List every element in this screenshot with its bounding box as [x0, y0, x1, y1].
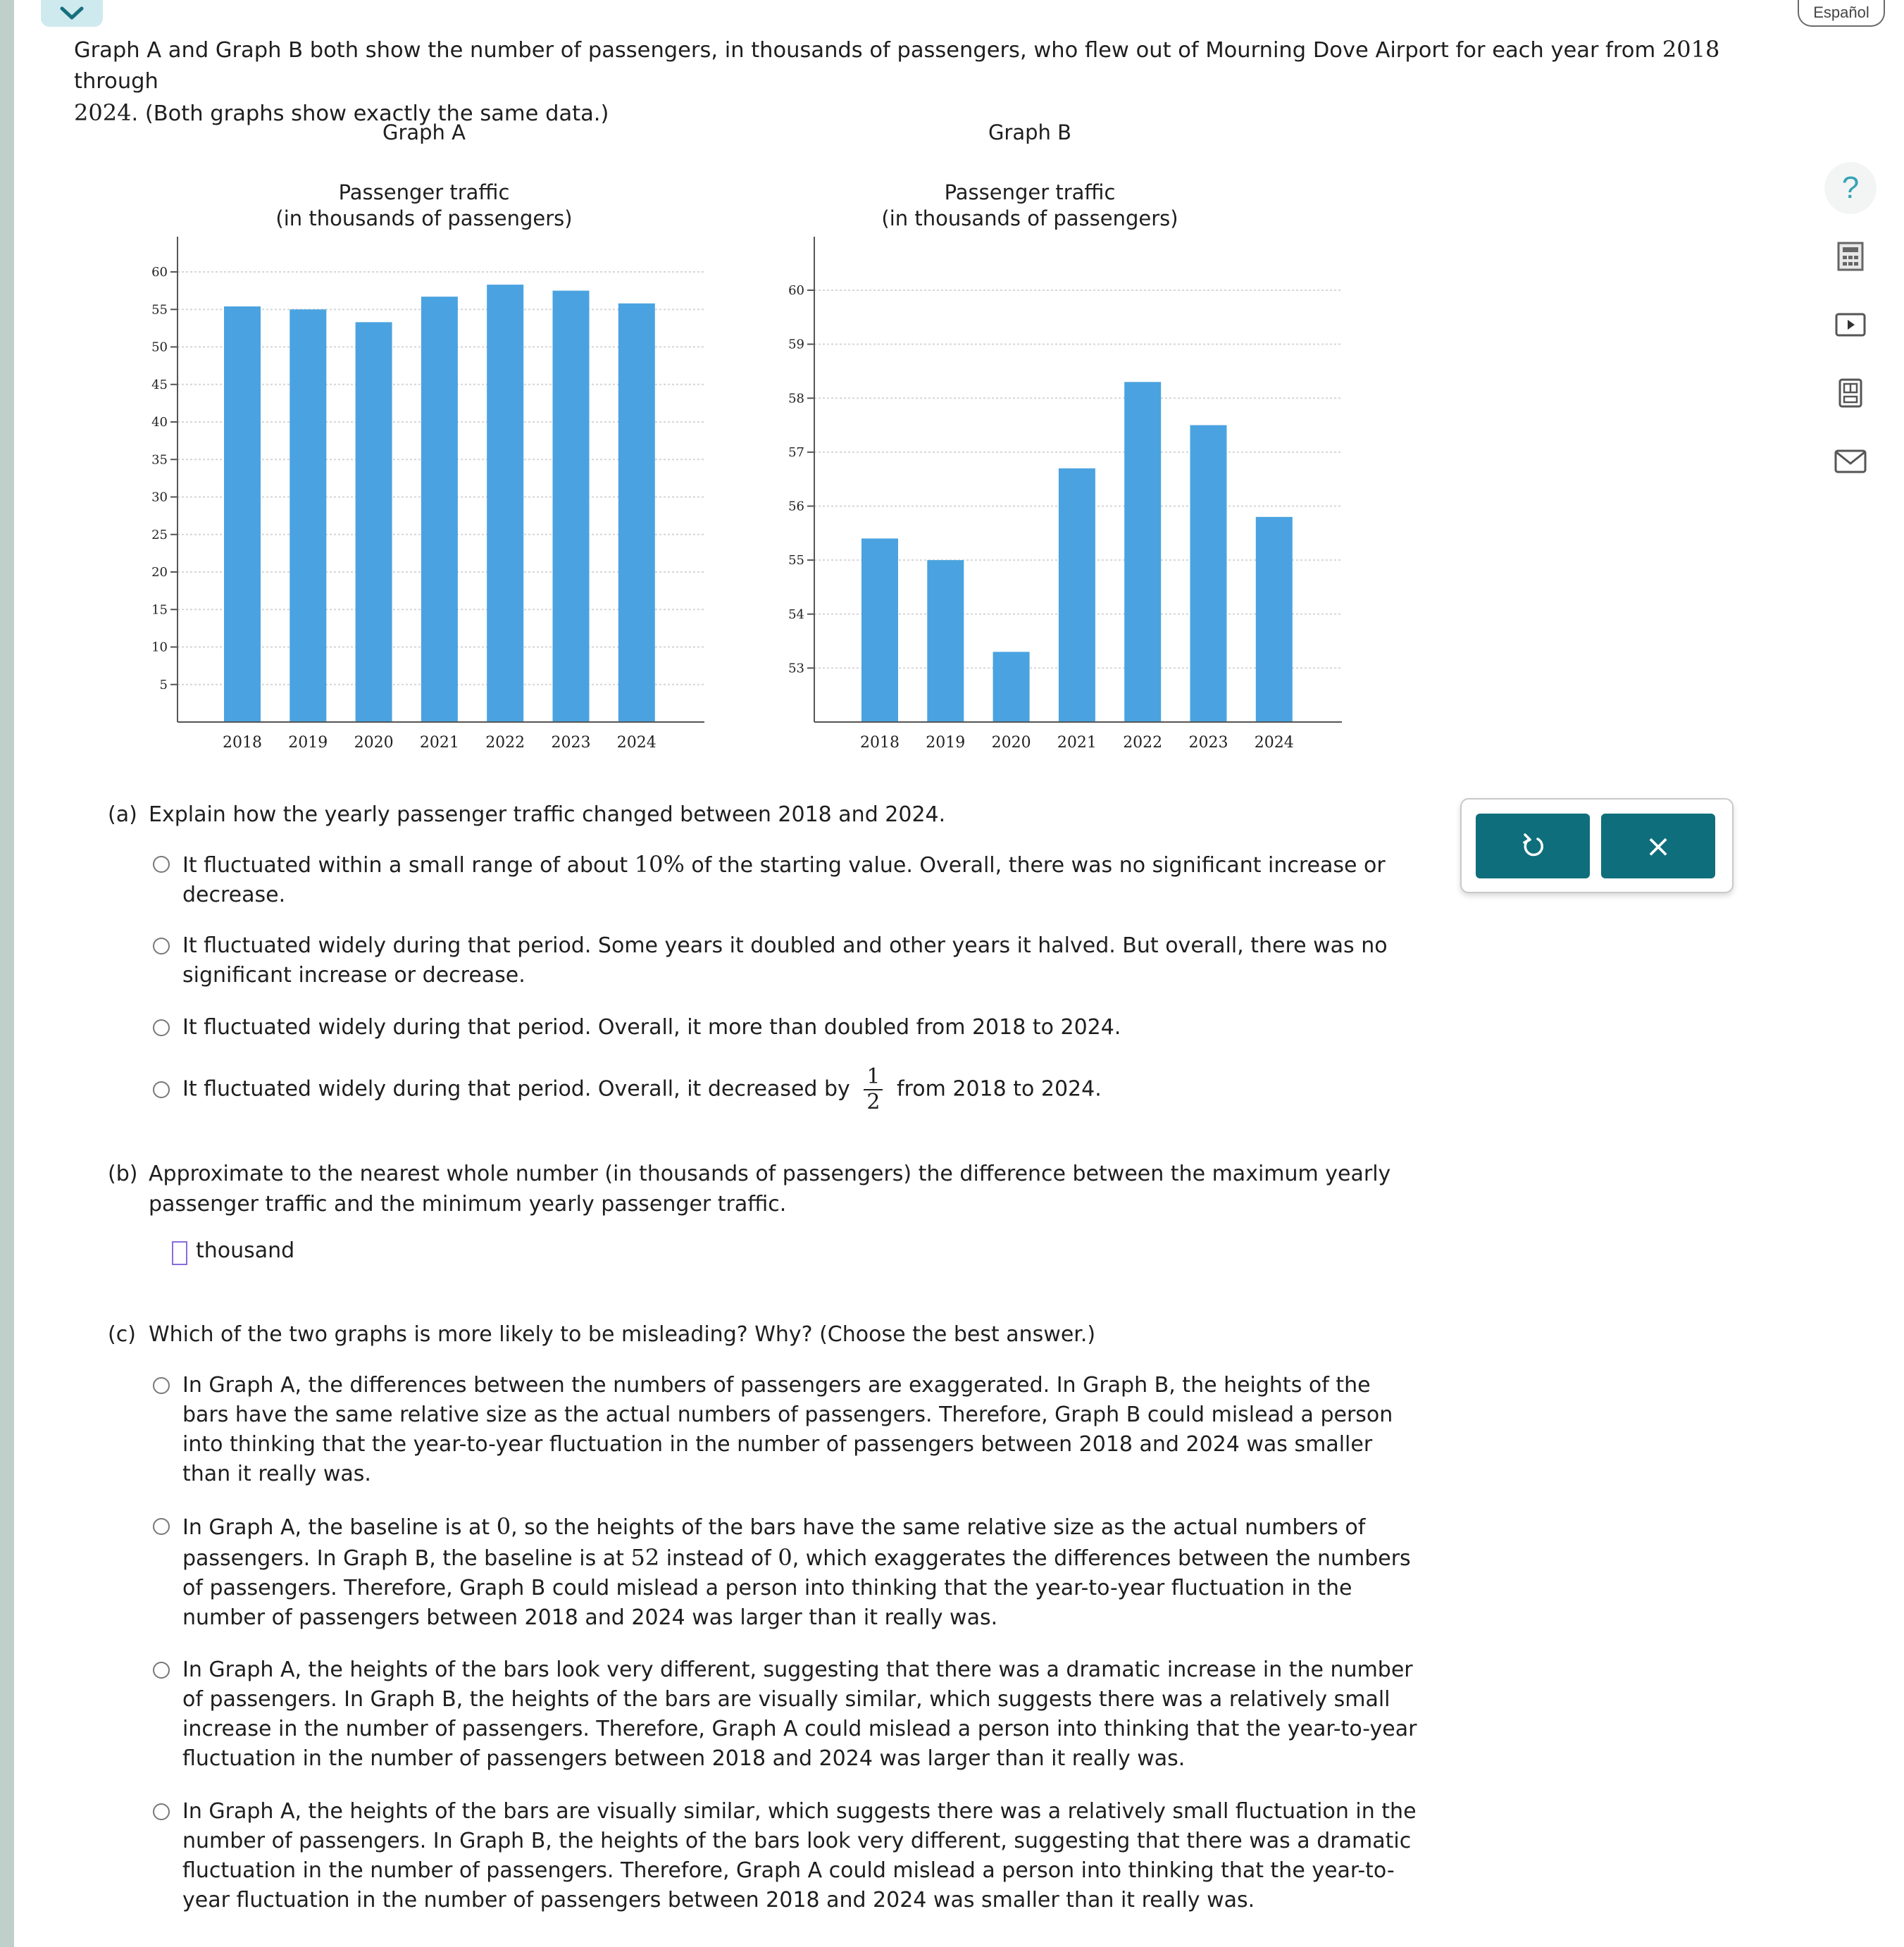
- graph-b-title-line1: Passenger traffic: [944, 180, 1116, 204]
- part-c-question: [108, 1319, 1446, 1350]
- option-text-a: It fluctuated within a small range of about: [182, 853, 635, 878]
- option-math-2: 52: [630, 1544, 660, 1571]
- y-tick-label: 15: [151, 602, 168, 618]
- part-a-label: (a): [108, 802, 137, 827]
- part-b-question: [108, 1159, 1446, 1219]
- radio-button[interactable]: [153, 1019, 170, 1036]
- graph-a-title-line1: Passenger traffic: [338, 180, 510, 204]
- part-c-option-2[interactable]: [153, 1512, 1422, 1633]
- part-c-option-1[interactable]: [153, 1371, 1422, 1489]
- answer-tools: [1460, 798, 1734, 893]
- side-toolbar: [1824, 162, 1881, 504]
- part-a-option-2[interactable]: [153, 931, 1422, 990]
- option-text: It fluctuated widely during that period. Overall, it more than doubled from 2018 to 2024.: [182, 1015, 1121, 1040]
- radio-button[interactable]: [153, 1803, 170, 1820]
- x-tick-label: 2020: [354, 734, 394, 752]
- graph-a-title-line2: (in thousands of passengers): [275, 206, 573, 230]
- radio-button[interactable]: [153, 856, 170, 873]
- prompt-year-start: 2018: [1662, 36, 1720, 63]
- part-a-option-3[interactable]: [153, 1013, 1422, 1043]
- x-tick-label: 2023: [1188, 734, 1228, 752]
- y-tick-label: 50: [151, 340, 168, 355]
- prompt-text-2: through: [74, 69, 158, 94]
- y-tick-label: 45: [151, 377, 168, 392]
- y-tick-label: 35: [151, 452, 168, 468]
- option-text: In Graph A, the differences between the numbers of passengers are exaggerated. In Graph B, the heights of the bars have the same relative size as the actual numbers of passengers. Therefore, Graph B could mislead a person into thinking that the year-to-year fluctuation in the number of passengers between 2018 and 2024 was smaller than it really was.: [182, 1373, 1393, 1486]
- option-text: In Graph A, the heights of the bars look very different, suggesting that there was a dramatic increase in the number of passengers. In Graph B, the heights of the bars are visually similar, which suggests there was a relatively small increase in the number of passengers. Therefore, Graph A could mislead a person into thinking that the year-to-year fluctuation in the number of passengers between 2018 and 2024 was larger than it really was.: [182, 1657, 1417, 1771]
- option-text-b: of the starting value. Overall, there was no significant increase or decrease.: [182, 853, 1386, 907]
- y-tick-label: 60: [151, 265, 168, 280]
- option-text: In Graph A, the heights of the bars are visually similar, which suggests there was a relatively small fluctuation in the number of passengers. In Graph B, the heights of the bars look very different, suggesting that there was a dramatic fluctuation in the number of passengers. Therefore, Graph A could mislead a person into thinking that the year-to-year fluctuation in the number of passengers between 2018 and 2024 was smaller than it really was.: [182, 1799, 1417, 1912]
- x-tick-label: 2022: [485, 734, 525, 752]
- x-tick-label: 2023: [551, 734, 591, 752]
- option-text: [182, 850, 1422, 910]
- bar-2020: [993, 652, 1030, 722]
- bar-2024: [1256, 517, 1293, 722]
- bar-2023: [1190, 425, 1227, 722]
- part-a-question: [108, 800, 1446, 830]
- graph-b-chart: [0, 0, 1409, 775]
- answer-input[interactable]: [172, 1241, 187, 1265]
- calculator-icon[interactable]: [1824, 230, 1877, 282]
- x-tick-label: 2018: [223, 734, 262, 752]
- option-text-a: In Graph A, the baseline is at: [182, 1515, 497, 1540]
- option-text: [182, 1512, 1422, 1633]
- radio-button[interactable]: [153, 1377, 170, 1394]
- part-b-text: Approximate to the nearest whole number (in thousands of passengers) the difference between the maximum yearly passenger traffic and the minimum yearly passenger traffic.: [149, 1162, 1391, 1217]
- part-a-text: Explain how the yearly passenger traffic changed between 2018 and 2024.: [149, 802, 946, 827]
- part-a-option-4[interactable]: [153, 1065, 1422, 1114]
- x-tick-label: 2018: [860, 734, 900, 752]
- clear-button[interactable]: ×: [1601, 814, 1715, 878]
- language-button[interactable]: Español: [1798, 0, 1885, 27]
- x-tick-label: 2019: [288, 734, 328, 752]
- part-a-option-1[interactable]: [153, 850, 1422, 910]
- y-tick-label: 60: [788, 283, 804, 298]
- keypad-glyph: [1838, 378, 1863, 409]
- part-b-label: (b): [108, 1162, 138, 1186]
- x-tick-label: 2021: [1057, 734, 1097, 752]
- radio-button[interactable]: [153, 938, 170, 954]
- y-tick-label: 25: [151, 527, 168, 542]
- graph-a-label: Graph A: [382, 120, 466, 144]
- x-tick-label: 2019: [926, 734, 966, 752]
- y-tick-label: 54: [788, 607, 804, 622]
- y-tick-label: 56: [788, 499, 804, 514]
- y-tick-label: 55: [788, 553, 804, 568]
- answer-unit: thousand: [196, 1238, 295, 1263]
- prompt-text: Graph A and Graph B both show the number of passengers, in thousands of passengers, who flew out of Mourning Dove Airport for each year from: [74, 38, 1662, 63]
- y-tick-label: 40: [151, 415, 168, 430]
- y-tick-label: 59: [788, 337, 804, 352]
- bar-2022: [1124, 382, 1161, 722]
- radio-button[interactable]: [153, 1518, 170, 1535]
- option-text: It fluctuated widely during that period. Some years it doubled and other years it halved. But overall, there was no significant increase or decrease.: [182, 933, 1388, 988]
- bar-2018: [861, 538, 898, 722]
- option-text-d: , which exaggerates the differences between the numbers of passengers. Therefore, Graph B could mislead a person into thinking that the year-to-year fluctuation in the number of passengers between 2018 and 2024 was larger than it really was.: [182, 1546, 1411, 1630]
- option-math-3: 0: [778, 1544, 792, 1571]
- undo-button[interactable]: [1476, 814, 1590, 878]
- y-tick-label: 30: [151, 490, 168, 505]
- graph-b-title-line2: (in thousands of passengers): [881, 206, 1178, 230]
- undo-icon: [1521, 833, 1545, 859]
- option-text-c: instead of: [659, 1546, 778, 1571]
- fraction-denominator: 2: [866, 1090, 881, 1114]
- y-tick-label: 20: [151, 565, 168, 580]
- part-c-label: (c): [108, 1322, 136, 1347]
- graph-b-label: Graph B: [988, 120, 1072, 144]
- x-tick-label: 2022: [1123, 734, 1163, 752]
- y-tick-label: 10: [151, 640, 168, 655]
- part-c-text: Which of the two graphs is more likely to be misleading? Why? (Choose the best answer.): [149, 1322, 1096, 1347]
- video-glyph: [1835, 313, 1866, 337]
- y-tick-label: 53: [788, 661, 804, 676]
- y-tick-label: 57: [788, 444, 804, 460]
- prompt-text-3: . (Both graphs show exactly the same data.): [131, 101, 609, 126]
- part-c-option-4[interactable]: [153, 1797, 1422, 1915]
- option-text-a: It fluctuated widely during that period. Overall, it decreased by: [182, 1076, 850, 1102]
- radio-button[interactable]: [153, 1662, 170, 1679]
- prompt-year-end: 2024: [74, 99, 132, 126]
- x-tick-label: 2021: [419, 734, 459, 752]
- video-icon[interactable]: [1824, 299, 1877, 351]
- part-c-option-3[interactable]: [153, 1655, 1422, 1774]
- fraction-one-half: [864, 1065, 883, 1114]
- x-tick-label: 2024: [616, 734, 657, 752]
- option-text-b: from 2018 to 2024.: [897, 1076, 1102, 1102]
- radio-button[interactable]: [153, 1081, 170, 1098]
- option-math: 10%: [634, 851, 685, 878]
- option-text: [182, 1065, 1422, 1114]
- keypad-icon[interactable]: [1824, 367, 1877, 419]
- option-math-1: 0: [496, 1513, 511, 1540]
- bar-2019: [927, 560, 964, 722]
- bar-2021: [1059, 468, 1095, 722]
- y-tick-label: 58: [788, 391, 804, 406]
- x-tick-label: 2020: [991, 734, 1031, 752]
- message-icon[interactable]: [1824, 435, 1877, 487]
- option-text-b: , so the heights of the bars have the same relative size as the actual numbers of passengers. In Graph B, the baseline is at: [182, 1515, 1366, 1571]
- y-tick-label: 5: [159, 677, 168, 692]
- message-glyph: [1834, 449, 1867, 473]
- calculator-glyph: [1836, 241, 1865, 272]
- fraction-numerator: 1: [864, 1065, 883, 1090]
- x-tick-label: 2024: [1254, 734, 1294, 752]
- y-tick-label: 55: [151, 302, 168, 318]
- help-icon[interactable]: ?: [1824, 162, 1877, 214]
